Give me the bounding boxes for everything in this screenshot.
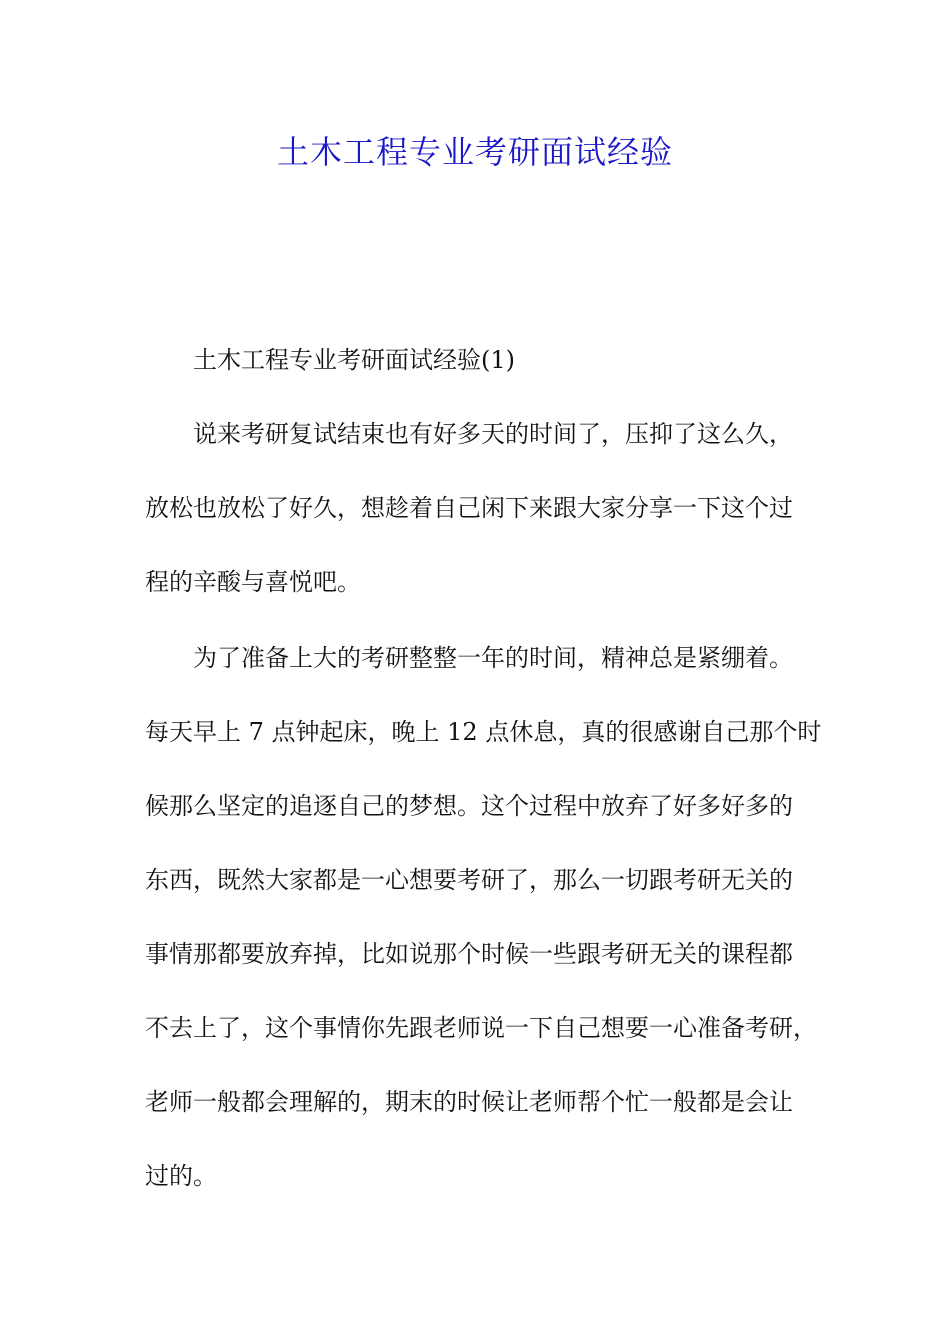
paragraph-line: 说来考研复试结束也有好多天的时间了，压抑了这么久， — [193, 420, 793, 448]
document-title: 土木工程专业考研面试经验 — [276, 133, 673, 171]
paragraph-line: 不去上了，这个事情你先跟老师说一下自己想要一心准备考研， — [145, 1014, 817, 1042]
paragraph-line: 东西，既然大家都是一心想要考研了，那么一切跟考研无关的 — [145, 866, 793, 894]
paragraph-line: 程的辛酸与喜悦吧。 — [145, 568, 361, 596]
paragraph-line: 放松也放松了好久，想趁着自己闲下来跟大家分享一下这个过 — [145, 494, 793, 522]
paragraph-line: 每天早上 7 点钟起床，晚上 12 点休息，真的很感谢自己那个时 — [145, 718, 822, 746]
paragraph-line: 老师一般都会理解的，期末的时候让老师帮个忙一般都是会让 — [145, 1088, 793, 1116]
section-subtitle: 土木工程专业考研面试经验(1) — [193, 346, 515, 374]
paragraph-line: 为了准备上大的考研整整一年的时间，精神总是紧绷着。 — [193, 644, 793, 672]
paragraph-line: 过的。 — [145, 1162, 217, 1190]
paragraph-line: 事情那都要放弃掉，比如说那个时候一些跟考研无关的课程都 — [145, 940, 793, 968]
paragraph-line: 候那么坚定的追逐自己的梦想。这个过程中放弃了好多好多的 — [145, 792, 793, 820]
